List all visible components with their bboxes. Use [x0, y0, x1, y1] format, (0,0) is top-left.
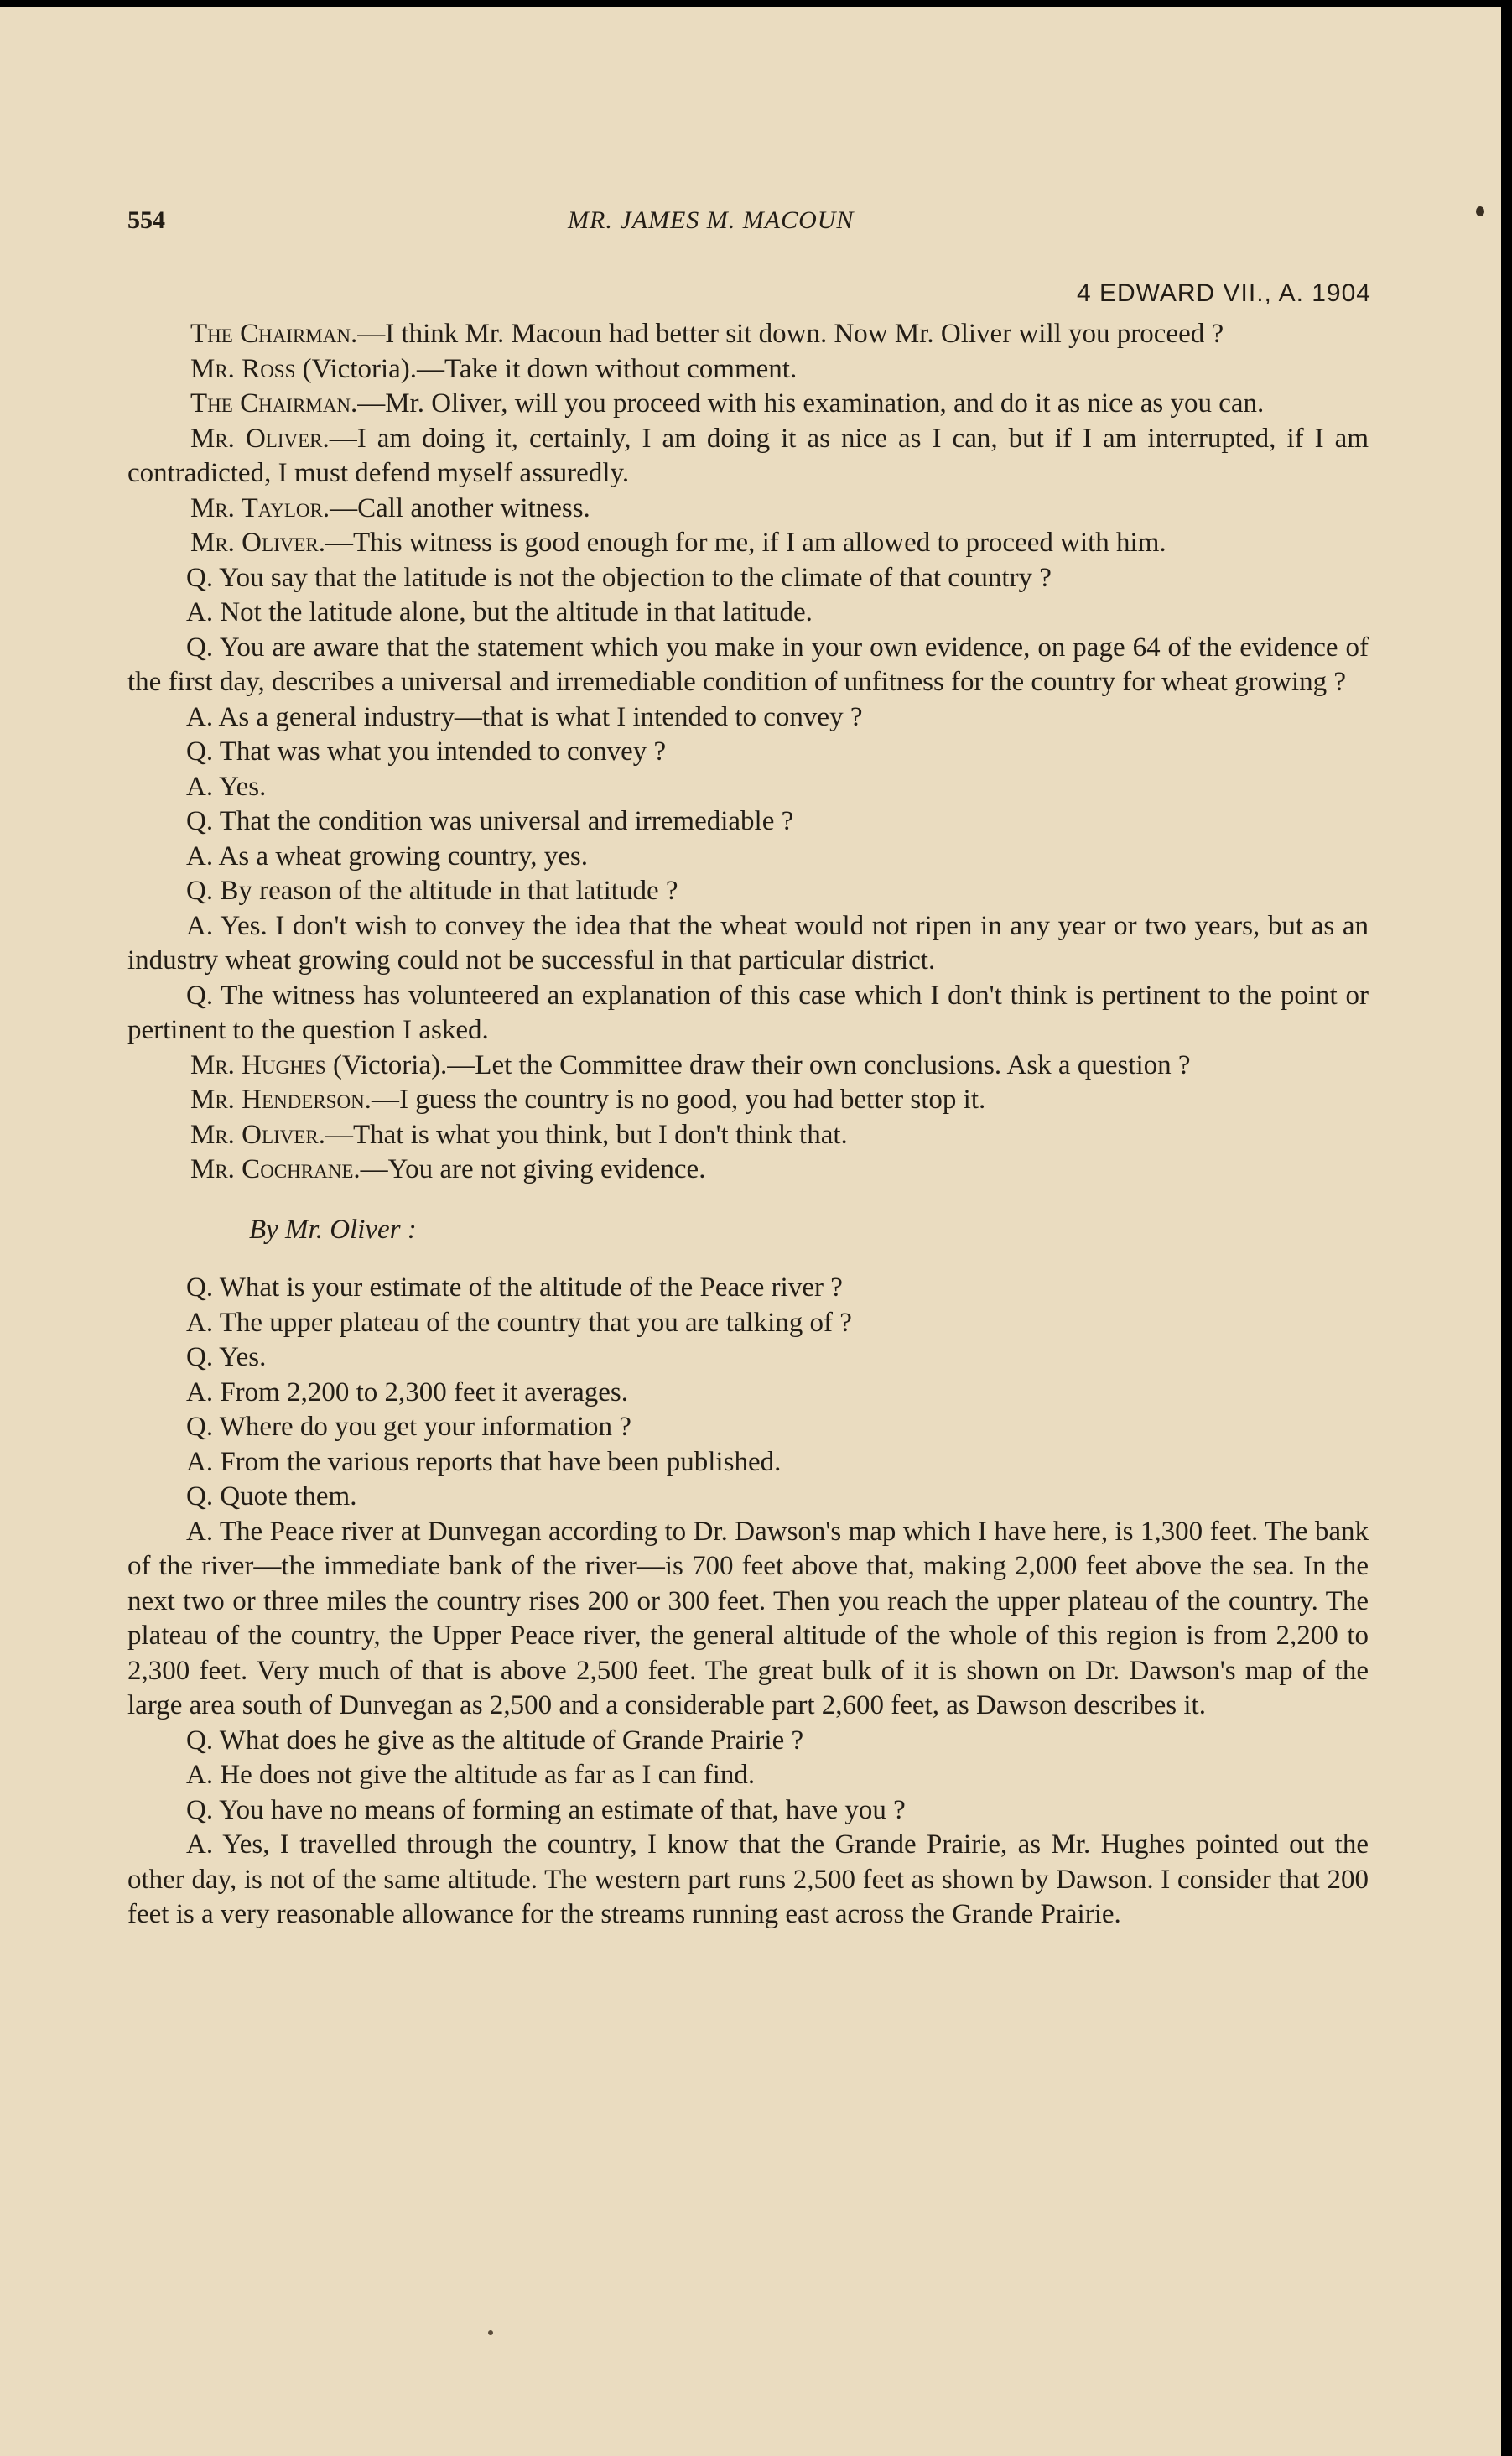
qa-paragraph: A. From 2,200 to 2,300 feet it averages.	[186, 1376, 628, 1408]
section-subheading: By Mr. Oliver :	[249, 1214, 417, 1245]
speaker-name: The Chairman.	[190, 319, 358, 349]
speech-text: —I guess the country is no good, you had better stop it.	[371, 1085, 986, 1115]
speech-paragraph	[127, 526, 1369, 561]
qa-paragraph: A. The Peace river at Dunvegan according to Dr. Dawson's map which I have here, is 1,300 feet. The bank of the river—the immediate bank of the river—is 700 feet above that, making 2,000 feet above the sea. In the next two or three miles the country rises 200 or 300 feet. Then you reach the upper plateau of the country. The plateau of the country, the Upper Peace river, the general altitude of the whole of this region is from 2,200 to 2,300 feet. Very much of that is above 2,500 feet. The great bulk of it is shown on Dr. Dawson's map of the large area south of Dunvegan as 2,500 and a considerable part 2,600 feet, as Dawson describes it.	[127, 1516, 1369, 1720]
speech-paragraph	[127, 352, 1369, 388]
qa-paragraph: A. He does not give the altitude as far as I can find.	[186, 1760, 756, 1790]
qa-paragraph: Q. You have no means of forming an estimate of that, have you ?	[186, 1794, 906, 1825]
qa-paragraph: A. Yes, I travelled through the country, I know that the Grande Prairie, as Mr. Hughes pointed out the other day, is not of the same altitude. The western part runs 2,500 feet as shown by Dawson. I consider that 200 feet is a very reasonable allowance for the streams running east across the Grande Prairie.	[127, 1829, 1369, 1929]
speech-paragraph	[127, 1153, 1369, 1188]
speech-paragraph	[127, 387, 1369, 422]
speech-paragraph	[127, 1048, 1369, 1084]
speech-paragraph	[127, 1118, 1369, 1153]
qa-paragraph: A. As a wheat growing country, yes.	[186, 840, 589, 872]
qa-paragraph: Q. By reason of the altitude in that latitude ?	[186, 876, 678, 906]
speech-paragraph	[127, 492, 1369, 527]
qa-paragraph: Q. You say that the latitude is not the objection to the climate of that country ?	[186, 562, 1052, 593]
page-dot	[488, 2330, 493, 2335]
speaker-name: Mr. Oliver.	[190, 528, 325, 558]
speech-text: —Call another witness.	[330, 492, 590, 523]
speaker-name: Mr. Oliver.	[190, 423, 330, 454]
running-header	[127, 206, 1369, 248]
speaker-name: Mr. Hughes	[190, 1049, 326, 1080]
qa-paragraph: Q. Where do you get your information ?	[186, 1412, 631, 1442]
qa-paragraph: Q. What is your estimate of the altitude of the Peace river ?	[186, 1272, 843, 1303]
qa-paragraph: A. As a general industry—that is what I intended to convey ?	[186, 701, 863, 732]
qa-paragraph: A. Yes. I don't wish to convey the idea that the wheat would not ripen in any year or two years, but as an industry wheat growing could not be successful in that particular district.	[127, 910, 1369, 976]
speaker-name: The Chairman.	[190, 388, 358, 419]
qa-paragraph: Q. What does he give as the altitude of Grande Prairie ?	[186, 1725, 804, 1756]
page-title: MR. JAMES M. MACOUN	[568, 206, 855, 234]
qa-paragraph: A. Not the latitude alone, but the altitude in that latitude.	[186, 597, 813, 627]
speaker-name: Mr. Taylor.	[190, 492, 330, 523]
speech-text: —This witness is good enough for me, if I am allowed to proceed with him.	[325, 528, 1166, 558]
qa-paragraph: Q. Yes.	[186, 1342, 267, 1372]
speech-text: (Victoria).—Take it down without comment.	[295, 353, 798, 384]
qa-paragraph: Q. Quote them.	[186, 1481, 357, 1512]
speech-text: —I think Mr. Macoun had better sit down. Now Mr. Oliver will you proceed ?	[357, 319, 1224, 349]
speech-paragraph	[127, 317, 1369, 352]
qa-paragraph: Q. That was what you intended to convey ?	[186, 736, 667, 767]
qa-paragraph: A. The upper plateau of the country that you are talking of ?	[186, 1307, 852, 1338]
speech-text: —I am doing it, certainly, I am doing it as nice as I can, but if I am interrupted, if I am contradicted, I must defend myself assuredly.	[127, 423, 1369, 488]
speech-text: —That is what you think, but I don't think that.	[325, 1119, 848, 1150]
speech-text: (Victoria).—Let the Committee draw their own conclusions. Ask a question ?	[325, 1049, 1191, 1080]
speaker-name: Mr. Oliver.	[190, 1119, 325, 1150]
page-number: 554	[127, 206, 165, 234]
speech-text: —You are not giving evidence.	[360, 1154, 706, 1184]
book-page	[0, 7, 1501, 2456]
speaker-name: Mr. Henderson.	[190, 1085, 372, 1115]
qa-paragraph: A. From the various reports that have been published.	[186, 1446, 782, 1477]
speaker-name: Mr. Ross	[190, 353, 296, 384]
qa-paragraph: A. Yes.	[186, 771, 267, 802]
speech-paragraph	[127, 1083, 1369, 1118]
speaker-name: Mr. Cochrane.	[190, 1154, 361, 1184]
qa-paragraph: Q. The witness has volunteered an explanation of this case which I don't think is pertinent to the point or pertinent to the question I asked.	[127, 980, 1369, 1045]
qa-paragraph: Q. You are aware that the statement which you make in your own evidence, on page 64 of the evidence of the first day, describes a universal and irremediable condition of unfitness for the country for wheat growing ?	[127, 632, 1369, 697]
speech-text: —Mr. Oliver, will you proceed with his examination, and do it as nice as you can.	[357, 388, 1265, 419]
qa-paragraph: Q. That the condition was universal and irremediable ?	[186, 806, 794, 836]
speech-paragraph	[127, 422, 1369, 492]
ink-mark	[1476, 206, 1484, 216]
session-label: 4 EDWARD VII., A. 1904	[1076, 279, 1371, 307]
transcript-body	[127, 317, 1369, 1933]
